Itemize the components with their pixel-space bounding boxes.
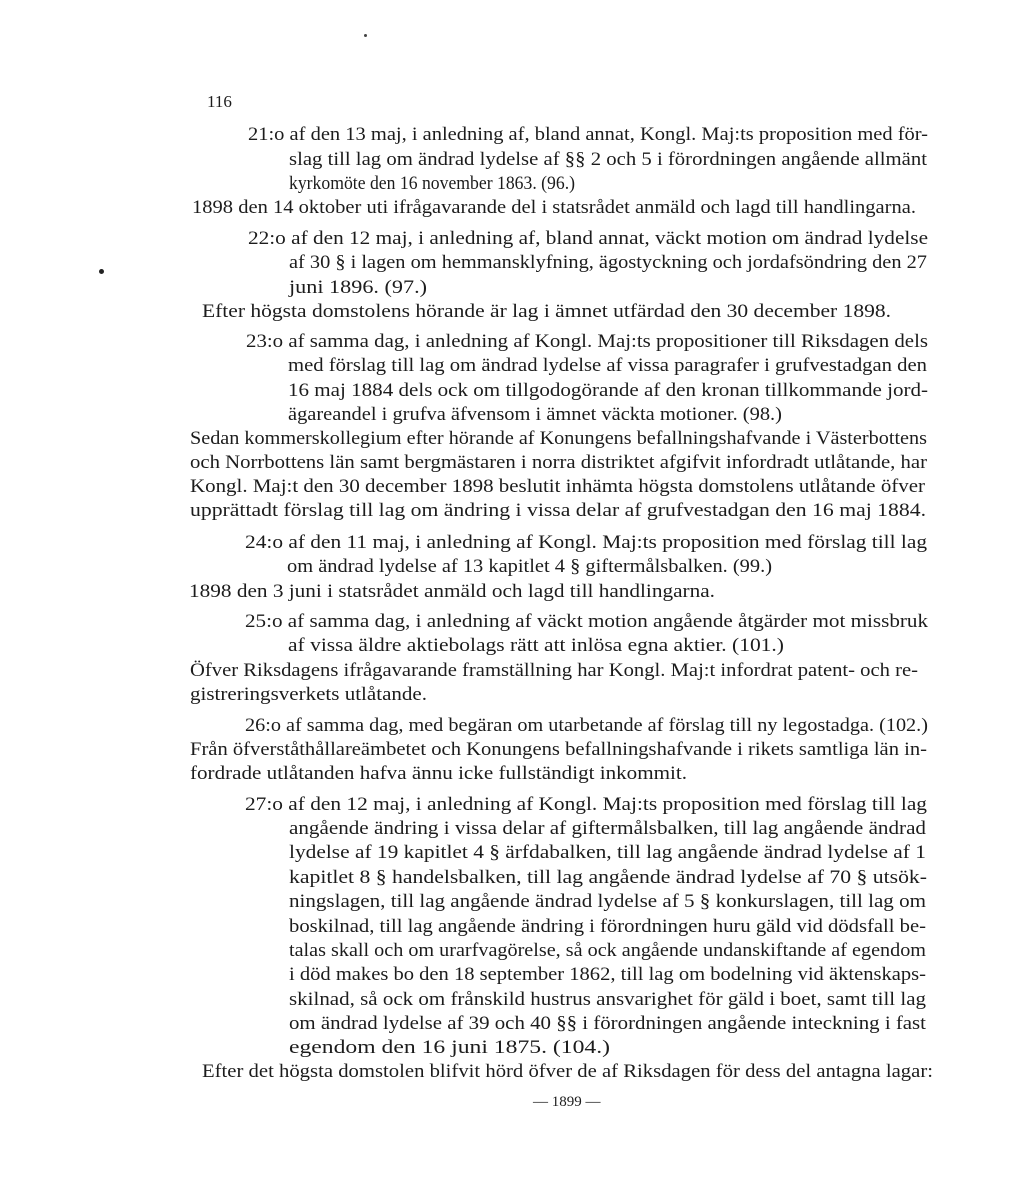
text-line: 27:o af den 12 maj, i anledning af Kongl. Maj:ts proposition med förslag till lag xyxy=(245,795,927,815)
text-line: ägareandel i grufva äfvensom i ämnet väckta motioner. (98.) xyxy=(288,405,782,425)
text-line: Öfver Riksdagens ifrågavarande framställning har Kongl. Maj:t infordrat patent- och re- xyxy=(190,661,919,681)
text-line: och Norrbottens län samt bergmästaren i norra distriktet afgifvit infordradt utlåtande, har xyxy=(190,453,928,473)
text-line: 24:o af den 11 maj, i anledning af Kongl. Maj:ts proposition med förslag till lag xyxy=(245,533,928,553)
text-line: egendom den 16 juni 1875. (104.) xyxy=(289,1038,610,1058)
text-line: 25:o af samma dag, i anledning af väckt motion angående åtgärder mot missbruk xyxy=(245,612,929,632)
text-line: om ändrad lydelse af 39 och 40 §§ i förordningen angående inteckning i fast xyxy=(289,1014,926,1034)
text-line: juni 1896. (97.) xyxy=(289,278,428,298)
text-line: 26:o af samma dag, med begäran om utarbetande af förslag till ny legostadga. (102.) xyxy=(245,716,928,736)
ink-speck xyxy=(364,34,367,37)
text-line: upprättadt förslag till lag om ändring i vissa delar af grufvestadgan den 16 maj 1884. xyxy=(190,501,927,521)
text-line: 1898 den 14 oktober uti ifrågavarande del i statsrådet anmäld och lagd till handlingarna. xyxy=(192,198,917,218)
text-line: skilnad, så ock om frånskild hustrus ansvarighet för gäld i boet, samt till lag xyxy=(289,990,926,1010)
text-line: af 30 § i lagen om hemmansklyfning, ägostyckning och jordafsöndring den 27 xyxy=(289,253,927,273)
text-line: 16 maj 1884 dels ock om tillgodogörande af den kronan tillkommande jord- xyxy=(288,381,929,401)
text-line: Efter det högsta domstolen blifvit hörd öfver de af Riksdagen för dess del antagna lagar: xyxy=(202,1062,933,1082)
text-line: boskilnad, till lag angående ändring i förordningen huru gäld vid dödsfall be- xyxy=(289,917,927,937)
text-line: med förslag till lag om ändrad lydelse af vissa paragrafer i grufvestadgan den xyxy=(288,356,927,376)
text-line: 23:o af samma dag, i anledning af Kongl. Maj:ts propositioner till Riksdagen dels xyxy=(246,332,928,352)
text-line: 22:o af den 12 maj, i anledning af, bland annat, väckt motion om ändrad lydelse xyxy=(248,229,929,249)
text-line: angående ändring i vissa delar af giftermålsbalken, till lag angående ändrad xyxy=(289,819,926,839)
text-line: 1898 den 3 juni i statsrådet anmäld och lagd till handlingarna. xyxy=(189,582,715,602)
text-line: fordrade utlåtanden hafva ännu icke fullständigt inkommit. xyxy=(190,764,688,784)
text-line: 21:o af den 13 maj, i anledning af, bland annat, Kongl. Maj:ts proposition med för- xyxy=(248,125,929,145)
text-line: talas skall och om urarfvagörelse, så ock angående undanskiftande af egendom xyxy=(289,941,926,961)
text-line: gistreringsverkets utlåtande. xyxy=(190,685,428,705)
text-line: lydelse af 19 kapitlet 4 § ärfdabalken, till lag angående ändrad lydelse af 1 xyxy=(289,843,926,863)
text-line: Efter högsta domstolens hörande är lag i ämnet utfärdad den 30 december 1898. xyxy=(202,302,891,322)
text-line: kapitlet 8 § handelsbalken, till lag angående ändrad lydelse af 70 § utsök- xyxy=(289,868,928,888)
text-line: i död makes bo den 18 september 1862, till lag om bodelning vid äktenskaps- xyxy=(289,965,926,985)
margin-bullet xyxy=(99,269,104,274)
text-line: Kongl. Maj:t den 30 december 1898 beslutit inhämta högsta domstolens utlåtande öfver xyxy=(190,477,926,497)
footer-year: — 1899 — xyxy=(533,1094,601,1110)
text-line: ningslagen, till lag angående ändrad lydelse af 5 § konkurslagen, till lag om xyxy=(289,892,926,912)
page-number: 116 xyxy=(207,92,232,111)
text-line: Från öfverståthållareämbetet och Konungens befallningshafvande i rikets samtliga län in- xyxy=(190,740,928,760)
text-line: slag till lag om ändrad lydelse af §§ 2 och 5 i förordningen angående allmänt xyxy=(289,150,927,170)
text-line: kyrkomöte den 16 november 1863. (96.) xyxy=(289,174,576,194)
text-line: Sedan kommerskollegium efter hörande af Konungens befallningshafvande i Västerbottens xyxy=(190,429,927,449)
text-line: om ändrad lydelse af 13 kapitlet 4 § giftermålsbalken. (99.) xyxy=(287,557,773,577)
text-line: af vissa äldre aktiebolags rätt att inlösa egna aktier. (101.) xyxy=(288,636,784,656)
